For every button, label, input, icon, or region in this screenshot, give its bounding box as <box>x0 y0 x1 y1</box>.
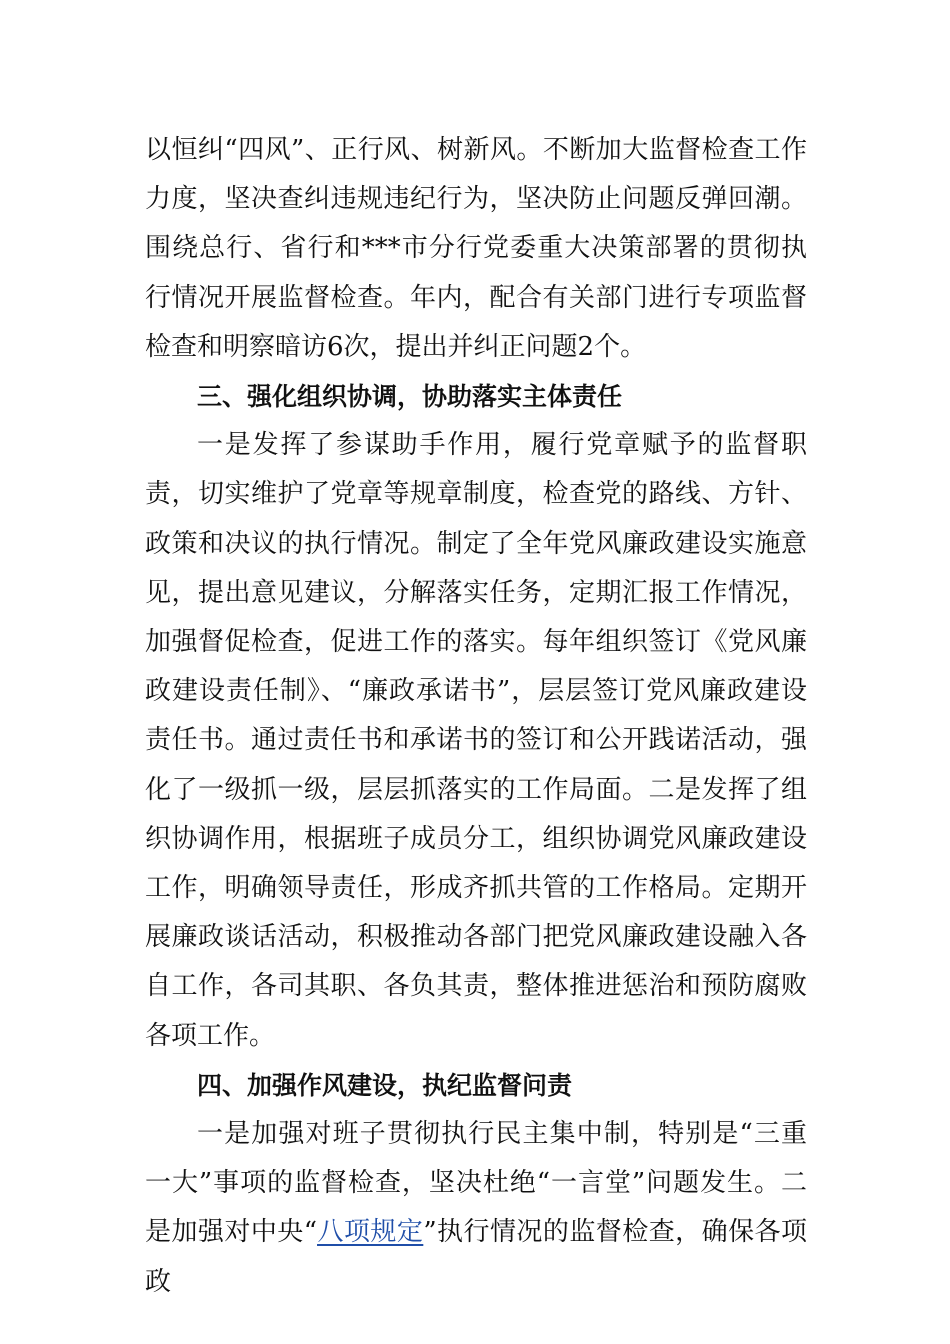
section-heading-four: 四、加强作风建设，执纪监督问责 <box>197 1070 573 1100</box>
paragraph-coordination: 一是发挥了参谋助手作用，履行党章赋予的监督职责，切实维护了党章等规章制度，检查党的路线、方针、政策和决议的执行情况。制定了全年党风廉政建设实施意见，提出意见建议，分解落实任务，定期汇报工作情况，加强督促检查，促进工作的落实。每年组织签订《党风廉政建设责任制》、“廉政承诺书”，层层签订党风廉政建设责任书。通过责任书和承诺书的签订和公开践诺活动，强化了一级抓一级，层层抓落实的工作局面。二是发挥了组织协调作用，根据班子成员分工，组织协调党风廉政建设工作，明确领导责任，形成齐抓共管的工作格局。定期开展廉政谈话活动，积极推动各部门把党风廉政建设融入各自工作，各司其职、各负其责，整体推进惩治和预防腐败各项工作。 <box>145 430 807 1051</box>
section-heading-three: 三、强化组织协调，协助落实主体责任 <box>197 382 623 412</box>
paragraph-supervision-text-end: ”执行情况的监督检查，确保各项政 <box>145 1217 807 1297</box>
paragraph-enforcement: 以恒纠“四风”、正行风、树新风。不断加大监督检查工作力度，坚决查纠违规违纪行为，坚决防止问题反弹回潮。围绕总行、省行和***市分行党委重大决策部署的贯彻执行情况开展监督检查。年内，配合有关部门进行专项监督检查和明察暗访6次，提出并纠正问题2个。 <box>145 135 807 362</box>
paragraph-supervision-text-start: 一是加强对班子贯彻执行民主集中制，特别是“三重一大”事项的监督检查，坚决杜绝“一言堂”问题发生。二是加强对中央“ <box>145 1119 807 1248</box>
paragraph-supervision <box>145 1110 807 1307</box>
eight-regulations-link[interactable]: 八项规定 <box>317 1217 424 1248</box>
document-body <box>145 126 807 1307</box>
